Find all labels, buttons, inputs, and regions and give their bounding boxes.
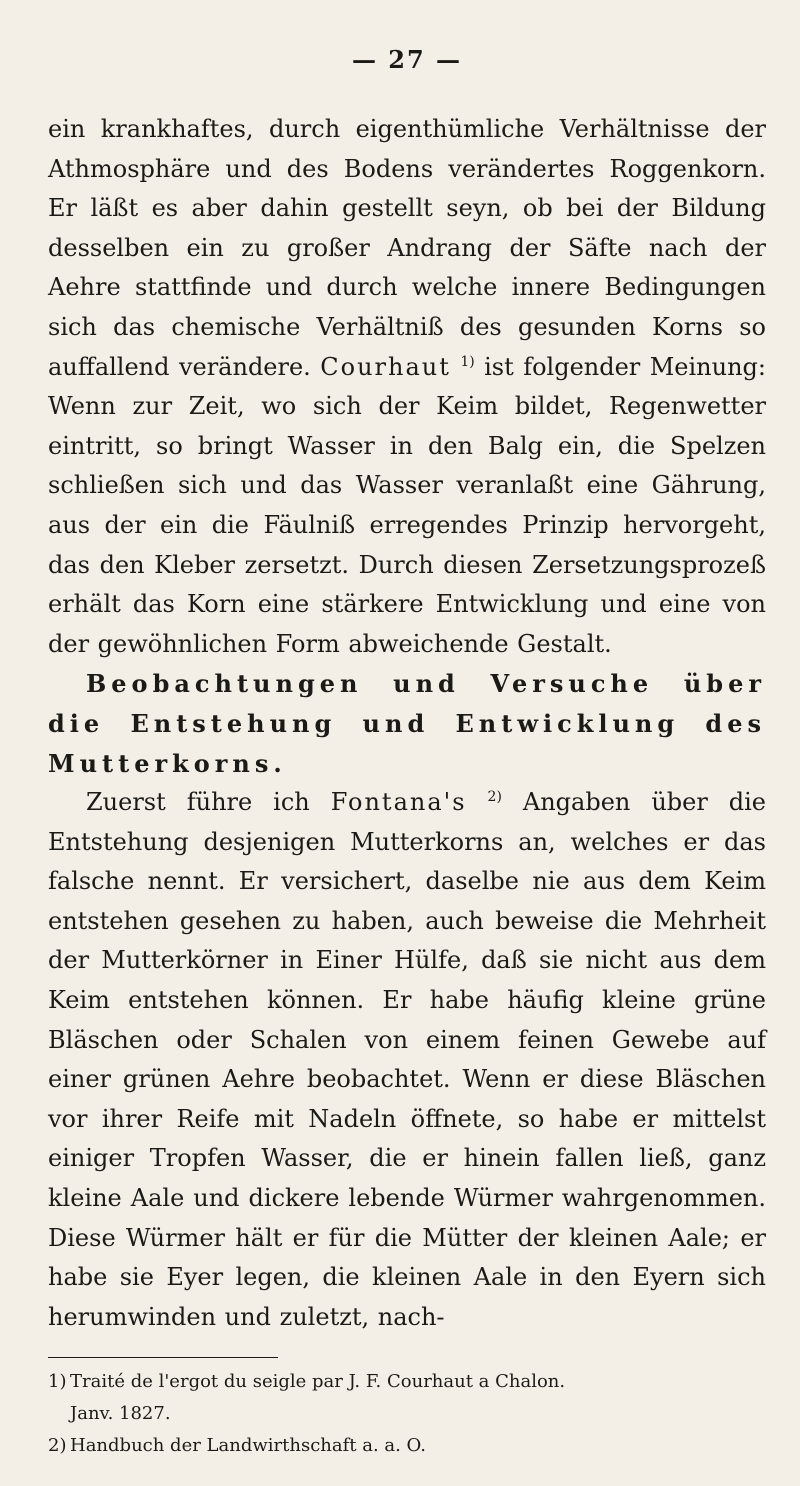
book-page — [48, 40, 766, 1460]
main-text — [48, 110, 766, 1337]
footnotes — [48, 1366, 766, 1462]
footnote — [48, 1366, 766, 1398]
paragraph-text: ein krankhaftes, durch eigenthümliche Verhältnisse der Athmosphäre und des Bodens verändertes Roggenkorn. Er läßt es aber dahin gestellt seyn, ob bei der Bildung desselben ein zu großer Andrang der Säfte nach der Aehre stattfinde und durch welche innere Bedingungen sich das chemische Verhältniß des gesunden Korns so auffallend verändere. — [48, 115, 766, 381]
paragraph-text: ist folgender Meinung: Wenn zur Zeit, wo sich der Keim bildet, Regenwetter eintritt, so bringt Wasser in den Balg ein, die Spelzen schließen sich und das Wasser veranlaßt eine Gährung, aus der ein die Fäulniß erregendes Prinzip hervorgeht, das den Kleber zersetzt. Durch diesen Zersetzungsprozeß erhält das Korn eine stärkere Entwicklung und eine von der gewöhnlichen Form abweichende Gestalt. — [48, 352, 766, 658]
footnote-continuation: Janv. 1827. — [70, 1403, 171, 1425]
paragraph-text: Angaben über die Entstehung desjenigen Mutterkorns an, welches er das falsche nennt. Er versichert, daselbe nie aus dem Keim entstehen gesehen zu haben, auch beweise die Mehrheit der Mutterkörner in Einer Hülfe, daß sie nicht aus dem Keim entstehen können. Er habe häufig kleine grüne Bläschen oder Schalen von einem feinen Gewebe auf einer grünen Aehre beobachtet. Wenn er diese Bläschen vor ihrer Reife mit Nadeln öffnete, so habe er mittelst einiger Tropfen Wasser, die er hinein fallen ließ, ganz kleine Aale und dickere lebende Würmer wahrgenommen. Diese Würmer hält er für die Mütter der kleinen Aale; er habe sie Eyer legen, die kleinen Aale in den Eyern sich herumwinden und zuletzt, nach- — [48, 788, 767, 1331]
paragraph-fontana — [48, 783, 766, 1337]
author-name: Courhaut — [320, 352, 451, 381]
footnote-ref: 2) — [487, 789, 502, 806]
footnote-text: Handbuch der Landwirthschaft a. a. O. — [70, 1435, 426, 1457]
footnote — [48, 1430, 766, 1462]
footnote-ref: 1) — [460, 353, 475, 370]
paragraph-courhaut — [48, 110, 766, 664]
section-title: Beobachtungen und Versuche über die Entstehung und Entwicklung des Mutterkorns. — [48, 669, 766, 778]
footnote-number: 1) — [48, 1371, 67, 1393]
paragraph-text: Zuerst führe ich — [86, 788, 331, 817]
footnote-text: Traité de l'ergot du seigle par J. F. Courhaut a Chalon. — [70, 1371, 566, 1393]
footnote-number: 2) — [48, 1435, 67, 1457]
author-name: Fontana's — [330, 788, 467, 817]
footnote-divider — [48, 1357, 278, 1358]
page-number: — 27 — — [351, 45, 463, 74]
